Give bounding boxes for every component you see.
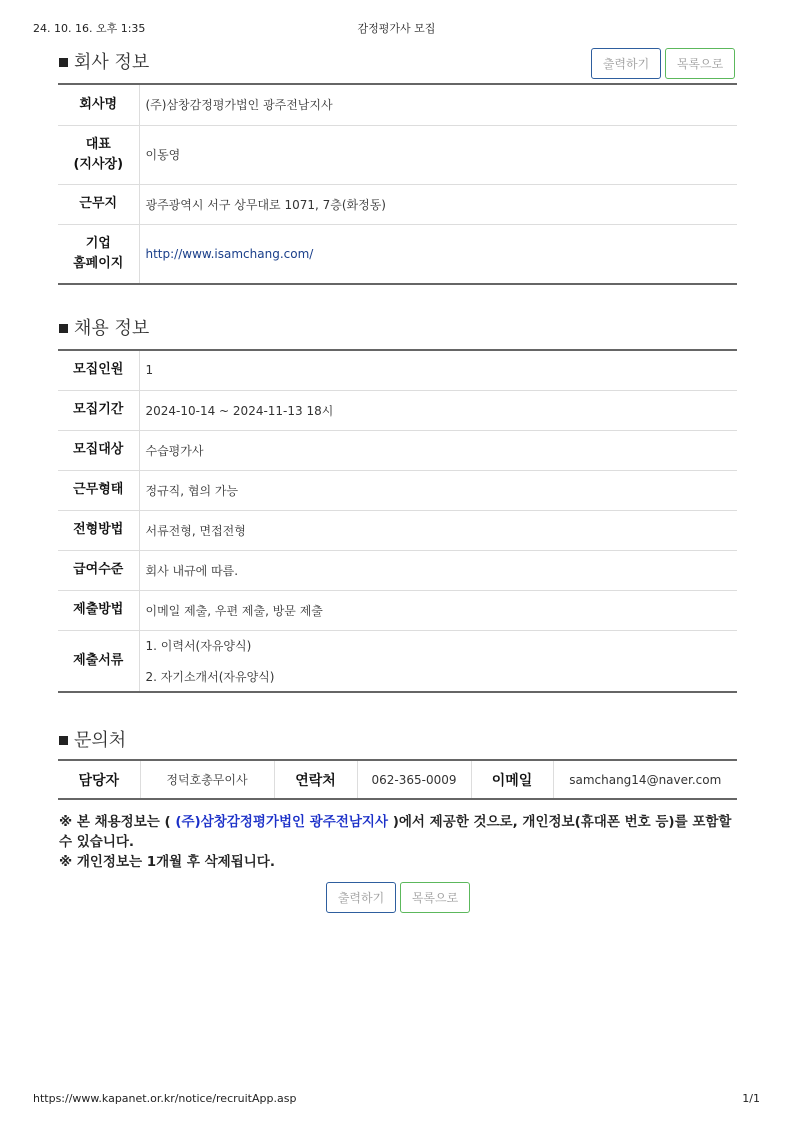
- target-value: 수습평가사: [139, 430, 737, 470]
- selection-method-label: 전형방법: [58, 510, 139, 550]
- page-url: https://www.kapanet.or.kr/notice/recruitApp.asp: [33, 1092, 297, 1105]
- square-bullet-icon: [59, 324, 68, 333]
- manager-label: 담당자: [58, 760, 140, 799]
- document-item: 1. 이력서(자유양식): [145, 638, 252, 653]
- square-bullet-icon: [59, 58, 68, 67]
- headcount-value: 1: [139, 350, 737, 390]
- notice-company-name: (주)삼창감정평가법인 광주전남지사: [175, 814, 388, 830]
- documents-value: [139, 630, 737, 692]
- notice-line-1: ※ 본 채용정보는 ( (주)삼창감정평가법인 광주전남지사 )에서 제공한 것으로, 개인정보(휴대폰 번호 등)를 포함할 수 있습니다.: [59, 814, 732, 850]
- table-row: [58, 510, 737, 550]
- privacy-notice: [59, 812, 739, 872]
- recruit-section-title: 채용 정보: [59, 314, 149, 340]
- submission-method-value: 이메일 제출, 우편 제출, 방문 제출: [139, 590, 737, 630]
- table-row: [58, 430, 737, 470]
- table-row: [58, 84, 737, 125]
- recruit-info-table: [58, 349, 737, 693]
- company-name-value: (주)삼창감정평가법인 광주전남지사: [139, 84, 737, 125]
- salary-value: 회사 내규에 따름.: [139, 550, 737, 590]
- contact-section-title: 문의처: [59, 726, 126, 752]
- target-label: 모집대상: [58, 430, 139, 470]
- list-button[interactable]: 목록으로: [665, 48, 735, 79]
- table-row: [58, 470, 737, 510]
- print-button[interactable]: 출력하기: [591, 48, 661, 79]
- print-title: 감정평가사 모집: [357, 22, 436, 35]
- company-name-label: 회사명: [58, 84, 139, 125]
- notice-line-2: ※ 개인정보는 1개월 후 삭제됩니다.: [59, 854, 275, 870]
- bottom-button-group: [326, 882, 470, 913]
- employment-type-value: 정규직, 협의 가능: [139, 470, 737, 510]
- homepage-link[interactable]: http://www.isamchang.com/: [145, 246, 314, 261]
- table-row: [58, 184, 737, 224]
- table-row: [58, 630, 737, 692]
- table-row: [58, 390, 737, 430]
- phone-value: 062-365-0009: [357, 760, 471, 799]
- headcount-label: 모집인원: [58, 350, 139, 390]
- homepage-label: 기업 홈페이지: [58, 224, 139, 284]
- table-row: [58, 760, 737, 799]
- print-header: [0, 20, 793, 36]
- top-button-group: [591, 48, 735, 79]
- company-section-title: 회사 정보: [59, 48, 149, 74]
- submission-method-label: 제출방법: [58, 590, 139, 630]
- selection-method-value: 서류전형, 면접전형: [139, 510, 737, 550]
- contact-table: [58, 759, 737, 800]
- square-bullet-icon: [59, 736, 68, 745]
- workplace-value: 광주광역시 서구 상무대로 1071, 7층(화정동): [139, 184, 737, 224]
- documents-label: 제출서류: [58, 630, 139, 692]
- table-row: [58, 350, 737, 390]
- document-item: 2. 자기소개서(자유양식): [145, 669, 275, 684]
- email-value: samchang14@naver.com: [569, 772, 722, 787]
- salary-label: 급여수준: [58, 550, 139, 590]
- period-value: 2024-10-14 ~ 2024-11-13 18시: [139, 390, 737, 430]
- page-count: 1/1: [742, 1092, 760, 1105]
- manager-value: 정덕호총무이사: [140, 760, 274, 799]
- period-label: 모집기간: [58, 390, 139, 430]
- email-label: 이메일: [471, 760, 553, 799]
- table-row: [58, 224, 737, 284]
- table-row: [58, 125, 737, 184]
- company-info-table: [58, 83, 737, 285]
- workplace-label: 근무지: [58, 184, 139, 224]
- table-row: [58, 550, 737, 590]
- employment-type-label: 근무형태: [58, 470, 139, 510]
- phone-label: 연락처: [274, 760, 357, 799]
- list-button[interactable]: 목록으로: [400, 882, 470, 913]
- print-button[interactable]: 출력하기: [326, 882, 396, 913]
- ceo-label: 대표 (지사장): [58, 125, 139, 184]
- ceo-value: 이동영: [139, 125, 737, 184]
- print-date: 24. 10. 16. 오후 1:35: [33, 22, 146, 35]
- table-row: [58, 590, 737, 630]
